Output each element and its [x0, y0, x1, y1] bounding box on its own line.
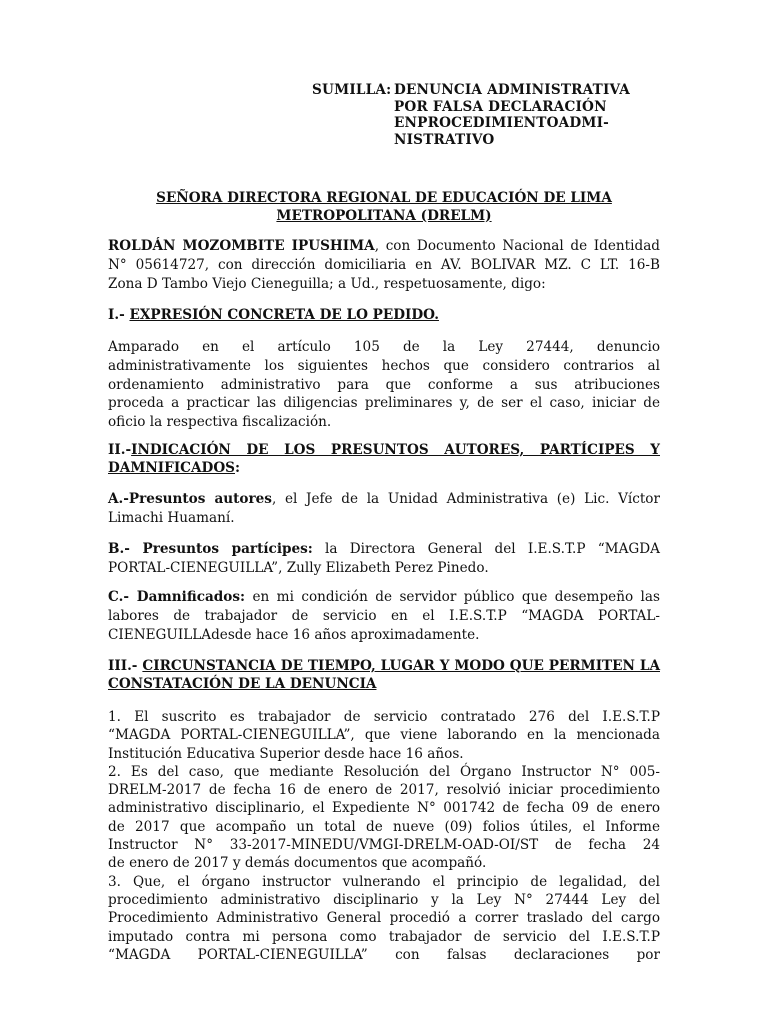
section-3-line: 3. Que, el órgano instructor vulnerando el principio de legalidad, del	[108, 873, 660, 890]
damnificados-line-2: labores de trabajador de servicio en el I.E.S.T.P “MAGDA PORTAL-	[108, 608, 660, 624]
section-1-paragraph	[108, 338, 660, 432]
section-3-paragraph	[108, 708, 660, 964]
section-1-line: administrativamente los siguientes hechos que considero contrarios al	[108, 357, 660, 374]
damnificados-paragraph	[108, 588, 660, 645]
section-1-heading	[108, 306, 660, 324]
section-3-number: III.-	[108, 658, 143, 674]
section-3-line: 2. Es del caso, que mediante Resolución del Órgano Instructor N° 005-	[108, 763, 660, 780]
presuntos-participes-line-2: PORTAL-CIENEGUILLA”, Zully Elizabeth Perez Pinedo.	[108, 560, 489, 576]
intro-line-3: Zona D Tambo Viejo Cieneguilla; a Ud., respetuosamente, digo:	[108, 276, 546, 292]
sumilla-line-3: ENPROCEDIMIENTOADMI-	[394, 115, 610, 131]
addressee-line-2: METROPOLITANA (DRELM)	[276, 207, 492, 224]
section-3-line: administrativo disciplinario, el Expediente N° 001742 de fecha 09 de enero	[108, 800, 660, 817]
section-3-line: “MAGDA PORTAL-CIENEGUILLA”, que viene laborando en la mencionada	[108, 727, 660, 744]
sumilla-label: SUMILLA:	[312, 82, 392, 98]
section-3-line: de 2017 que acompaño un total de nueve (09) folios útiles, el Informe	[108, 818, 660, 835]
complainant-name: ROLDÁN MOZOMBITE IPUSHIMA	[108, 238, 375, 254]
section-3-line: DRELM-2017 de fecha 16 de enero de 2017, resolvió iniciar procedimiento	[108, 782, 660, 799]
section-3-line: “MAGDA PORTAL-CIENEGUILLA” con falsas declaraciones por	[108, 946, 660, 963]
presuntos-autores-label: A.-Presuntos autores	[108, 491, 272, 507]
section-2-heading	[108, 441, 660, 477]
intro-paragraph	[108, 237, 660, 294]
presuntos-autores-text: , el Jefe de la Unidad Administrativa (e) Lic. Víctor	[271, 491, 660, 507]
intro-line-1-rest: , con Documento Nacional de Identidad	[374, 238, 660, 254]
damnificados-text: en mi condición de servidor público que desempeño las	[245, 589, 660, 605]
section-3-line: 1. El suscrito es trabajador de servicio contratado 276 del I.E.S.T.P	[108, 709, 660, 725]
sumilla-block	[312, 82, 630, 148]
addressee-line-1: SEÑORA DIRECTORA REGIONAL DE EDUCACIÓN DE LIMA	[156, 190, 612, 206]
section-3-title-line-2: CONSTATACIÓN DE LA DENUNCIA	[108, 676, 377, 692]
section-2-title-line-1: INDICACIÓN DE LOS PRESUNTOS AUTORES, PARTÍCIPES Y	[131, 442, 660, 458]
damnificados-label: C.- Damnificados:	[108, 589, 246, 605]
damnificados-line-3: CIENEGUILLAdesde hace 16 años aproximadamente.	[108, 627, 480, 643]
section-3-heading	[108, 657, 660, 693]
section-1-line: oficio la respectiva fiscalización.	[108, 414, 332, 431]
section-2-title-line-2: DAMNIFICADOS	[108, 460, 235, 476]
presuntos-participes-label: B.- Presuntos partícipes:	[108, 541, 313, 557]
sumilla-line-2: POR FALSA DECLARACIÓN	[394, 98, 607, 115]
section-3-line: de enero de 2017 y demás documentos que acompañó.	[108, 855, 487, 872]
addressee-heading	[108, 190, 660, 225]
section-3-line: imputado contra mi persona como trabajador de servicio del I.E.S.T.P	[108, 928, 660, 945]
section-1-number: I.-	[108, 307, 130, 323]
section-1-line: Amparado en el artículo 105 de la Ley 27444, denuncio	[108, 339, 660, 355]
section-3-line: Instructor N° 33-2017-MINEDU/VMGI-DRELM-OAD-OI/ST de fecha 24	[108, 837, 660, 854]
sumilla-line-4: NISTRATIVO	[394, 131, 495, 148]
section-1-title: EXPRESIÓN CONCRETA DE LO PEDIDO.	[129, 307, 439, 323]
presuntos-participes-text: la Directora General del I.E.S.T.P “MAGDA	[312, 541, 660, 557]
section-1-line: proceda a practicar las diligencias preliminares y, de ser el caso, iniciar de	[108, 395, 660, 412]
section-3-line: Institución Educativa Superior desde hace 16 años.	[108, 745, 464, 762]
sumilla-line-1: DENUNCIA ADMINISTRATIVA	[394, 82, 630, 98]
section-3-line: procedimiento administrativo disciplinario y la Ley N° 27444 Ley del	[108, 891, 660, 908]
intro-line-2: N° 05614727, con dirección domiciliaria en AV. BOLIVAR MZ. C LT. 16-B	[108, 257, 660, 273]
section-3-title-line-1: CIRCUNSTANCIA DE TIEMPO, LUGAR Y MODO QUE PERMITEN LA	[142, 658, 660, 674]
section-1-line: ordenamiento administrativo para que conforme a sus atribuciones	[108, 376, 660, 393]
presuntos-autores-paragraph	[108, 490, 660, 528]
section-2-number: II.-	[108, 442, 132, 458]
presuntos-participes-paragraph	[108, 540, 660, 578]
presuntos-autores-line-2: Limachi Huamaní.	[108, 510, 235, 526]
section-3-line: Procedimiento Administrativo General procedió a correr traslado del cargo	[108, 910, 660, 927]
section-2-colon: :	[235, 460, 241, 476]
